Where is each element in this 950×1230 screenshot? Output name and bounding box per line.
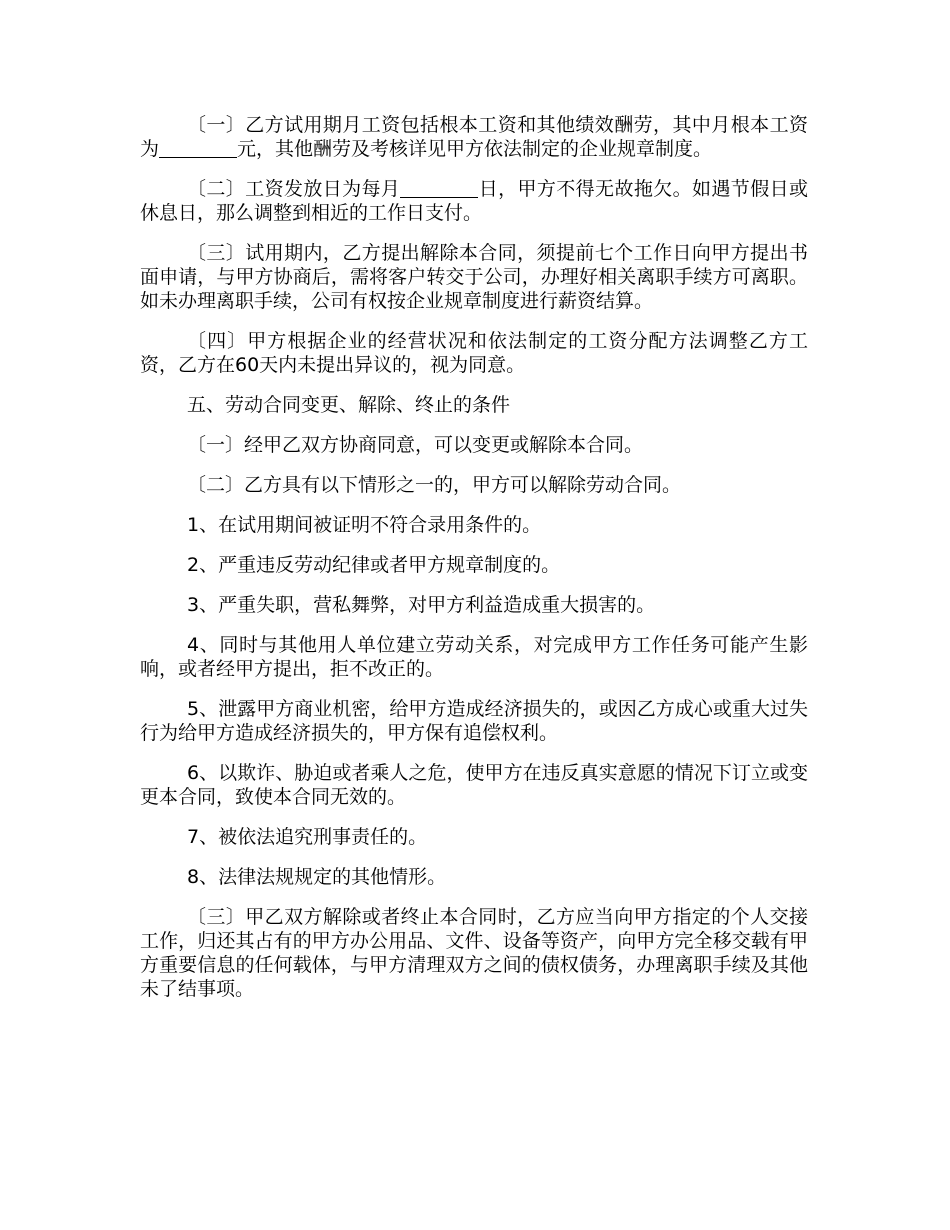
- payday-blank: [400, 178, 478, 198]
- paragraph-mutual-agreement: 〔一〕经甲乙双方协商同意，可以变更或解除本合同。: [187, 434, 644, 456]
- salary-amount-blank: [159, 138, 237, 158]
- list-item: 1、在试用期间被证明不符合录用条件的。: [187, 514, 542, 536]
- paragraph-probation-salary: [140, 113, 808, 161]
- paragraph-handover-obligations: 〔三〕甲乙双方解除或者终止本合同时，乙方应当向甲方指定的个人交接工作，归还其占有的甲方办公用品、文件、设备等资产，向甲方完全移交载有甲方重要信息的任何载体，与甲方清理双方之间的债权债务，办理离职手续及其他未了结事项。: [140, 906, 808, 1000]
- paragraph-payday: [140, 177, 808, 225]
- paragraph-resignation-during-probation: 〔三〕试用期内，乙方提出解除本合同，须提前七个工作日向甲方提出书面申请，与甲方协商后，需将客户转交于公司，办理好相关离职手续方可离职。如未办理离职手续，公司有权按企业规章制度进行薪资结算。: [140, 242, 808, 312]
- paragraph-salary-adjustment: 〔四〕甲方根据企业的经营状况和依法制定的工资分配方法调整乙方工资，乙方在60天内未提出异议的，视为同意。: [140, 330, 808, 376]
- list-item: 8、法律法规规定的其他情形。: [187, 866, 447, 888]
- list-item: 3、严重失职，营私舞弊，对甲方利益造成重大损害的。: [187, 594, 656, 616]
- list-item: 6、以欺诈、胁迫或者乘人之危，使甲方在违反真实意愿的情况下订立或变更本合同，致使本合同无效的。: [140, 762, 808, 808]
- paragraph-text: 〔二〕工资发放日为每月: [187, 178, 401, 200]
- list-item: 7、被依法追究刑事责任的。: [187, 826, 428, 848]
- list-item: 5、泄露甲方商业机密，给甲方造成经济损失的，或因乙方成心或重大过失行为给甲方造成经济损失的，甲方保有追偿权利。: [140, 698, 808, 744]
- section-heading-contract-change: 五、劳动合同变更、解除、终止的条件: [187, 394, 511, 416]
- paragraph-termination-conditions: 〔二〕乙方具有以下情形之一的，甲方可以解除劳动合同。: [187, 474, 682, 496]
- paragraph-text: 日，甲方不得无故拖欠。如遇节假日或休息日，那么调整到相近的工作日支付。: [140, 178, 808, 224]
- list-item: 2、严重违反劳动纪律或者甲方规章制度的。: [187, 554, 561, 576]
- paragraph-text: 〔一〕乙方试用期月工资包括根本工资和其他绩效酬劳，其中月根本工资为: [140, 114, 808, 160]
- paragraph-text: 元，其他酬劳及考核详见甲方依法制定的企业规章制度。: [237, 138, 713, 160]
- list-item: 4、同时与其他用人单位建立劳动关系，对完成甲方工作任务可能产生影响，或者经甲方提出，拒不改正的。: [140, 634, 808, 680]
- document-body: [140, 113, 808, 1017]
